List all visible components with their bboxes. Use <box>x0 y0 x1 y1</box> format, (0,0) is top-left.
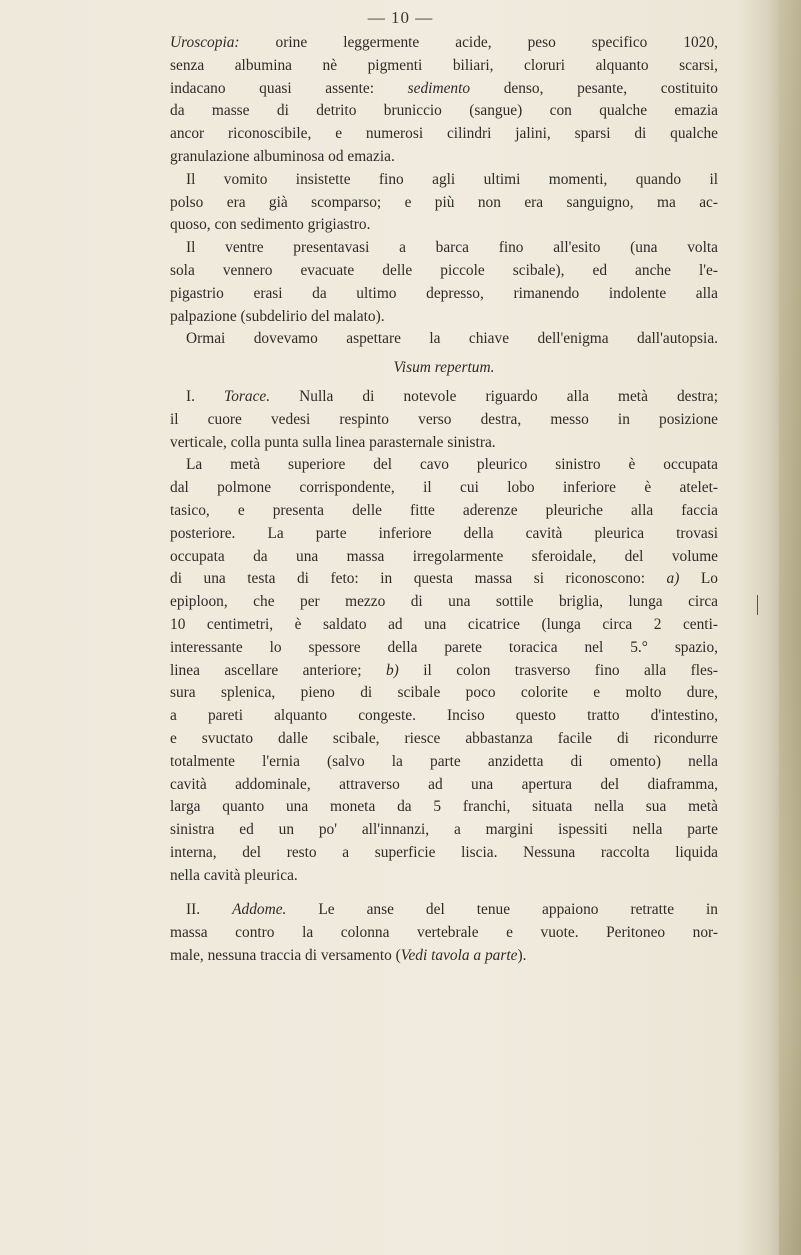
text-span: posteriore. La parte inferiore della cavità pleurica trovasi <box>170 524 718 542</box>
text-line <box>170 945 718 968</box>
text-span: Le anse del tenue appaiono retratte in <box>286 901 718 919</box>
italic-text: b) <box>385 661 399 679</box>
text-line <box>170 568 718 591</box>
text-span: a pareti alquanto congeste. Inciso questo tratto d'intestino, <box>170 707 718 725</box>
paragraph-gap <box>170 887 718 899</box>
text-span: linea ascellare anteriore; <box>170 661 386 679</box>
text-span: orine leggermente acide, peso specifico 1020, <box>239 34 718 51</box>
text-span: Il ventre presentavasi a barca fino all'esito (una volta <box>186 239 718 257</box>
text-span: tasico, e presenta delle fitte aderenze pleuriche alla faccia <box>170 501 718 519</box>
text-line <box>170 728 718 751</box>
text-span: da masse di detrito bruniccio (sangue) con qualche emazia <box>170 102 718 120</box>
text-span: interessante lo spessore della parete toracica nel 5.° spazio, <box>170 638 718 656</box>
text-span: sinistra ed un po' all'innanzi, a margini ispessiti nella parte <box>170 821 718 839</box>
text-line <box>170 922 718 945</box>
text-line <box>170 237 718 260</box>
text-line <box>170 432 718 455</box>
text-line <box>170 865 718 888</box>
italic-text: Torace. <box>224 387 271 405</box>
text-line <box>170 100 718 123</box>
text-span: II. <box>186 901 233 919</box>
text-line <box>170 328 718 351</box>
text-span: nella cavità pleurica. <box>170 866 298 884</box>
text-line <box>170 123 718 146</box>
text-span: il cuore vedesi respinto verso destra, messo in posizione <box>170 410 718 428</box>
text-line <box>170 214 718 237</box>
text-line <box>170 454 718 477</box>
text-span: occupata da una massa irregolarmente sferoidale, del volume <box>170 547 718 565</box>
italic-text: Visum repertum. <box>393 359 495 377</box>
text-line <box>170 819 718 842</box>
page-number: — 10 — <box>367 8 434 27</box>
text-span: il colon trasverso fino alla fles- <box>398 661 718 679</box>
text-line <box>170 386 718 409</box>
text-line <box>170 899 718 922</box>
text-span: Il vomito insistette fino agli ultimi momenti, quando il <box>186 170 718 188</box>
text-span: sola vennero evacuate delle piccole scibale), ed anche l'e- <box>170 261 718 279</box>
text-line <box>170 169 718 192</box>
text-span: epiploon, che per mezzo di una sottile briglia, lunga circa <box>170 593 718 611</box>
text-span: verticale, colla punta sulla linea parasternale sinistra. <box>170 433 496 451</box>
text-line <box>170 409 718 432</box>
text-line <box>170 842 718 865</box>
text-span: ancor riconoscibile, e numerosi cilindri jalini, sparsi di qualche <box>170 125 718 143</box>
text-line <box>170 614 718 637</box>
text-line <box>170 546 718 569</box>
text-span: granulazione albuminosa od emazia. <box>170 147 395 165</box>
text-span: male, nessuna traccia di versamento ( <box>170 947 401 965</box>
italic-text: Vedi tavola a parte <box>400 947 518 965</box>
text-line <box>170 751 718 774</box>
text-span: cavità addominale, attraverso ad una apertura del diaframma, <box>170 775 718 793</box>
text-span: totalmente l'ernia (salvo la parte anzidetta di omento) nella <box>170 752 718 770</box>
text-span: larga quanto una moneta da 5 franchi, situata nella sua metà <box>170 798 718 816</box>
text-span: e svuctato dalle scibale, riesce abbastanza facile di ricondurre <box>170 729 718 747</box>
text-line <box>170 306 718 329</box>
text-span: massa contro la colonna vertebrale e vuote. Peritoneo nor- <box>170 924 718 942</box>
margin-mark <box>757 595 758 615</box>
text-span: dal polmone corrispondente, il cui lobo inferiore è atelet- <box>170 479 718 497</box>
body-text <box>170 32 718 968</box>
text-span: palpazione (subdelirio del malato). <box>170 307 385 325</box>
text-line <box>170 774 718 797</box>
text-span: senza albumina nè pigmenti biliari, cloruri alquanto scarsi, <box>170 56 718 74</box>
text-line <box>170 283 718 306</box>
italic-text: Uroscopia: <box>170 34 240 51</box>
text-line <box>170 660 718 683</box>
text-line <box>170 55 718 78</box>
text-span: polso era già scomparso; e più non era sanguigno, ma ac- <box>170 193 718 211</box>
text-span: sura splenica, pieno di scibale poco colorite e molto dure, <box>170 684 718 702</box>
text-line <box>170 523 718 546</box>
text-span: La metà superiore del cavo pleurico sinistro è occupata <box>186 456 718 474</box>
text-line <box>170 260 718 283</box>
text-line <box>170 78 718 101</box>
text-span: 10 centimetri, è saldato ad una cicatrice (lunga circa 2 centi- <box>170 615 718 633</box>
italic-text: a) <box>666 570 680 588</box>
italic-text: Addome. <box>232 901 287 919</box>
text-span: ). <box>517 947 527 965</box>
page-edge-shadow <box>779 0 801 1255</box>
text-line <box>170 796 718 819</box>
text-line <box>170 682 718 705</box>
text-span: indacano quasi assente: <box>170 79 408 97</box>
text-span: Lo <box>679 570 719 588</box>
text-span: quoso, con sedimento grigiastro. <box>170 216 371 234</box>
text-line <box>170 705 718 728</box>
text-line <box>170 146 718 169</box>
italic-text: sedimento <box>407 79 471 97</box>
text-span: interna, del resto a superficie liscia. Nessuna raccolta liquida <box>170 843 718 861</box>
text-span: denso, pesante, costituito <box>470 79 718 97</box>
section-heading <box>170 357 718 380</box>
text-line <box>170 477 718 500</box>
text-span: di una testa di feto: in questa massa si riconoscono: <box>170 570 667 588</box>
text-line <box>170 192 718 215</box>
text-span: Ormai dovevamo aspettare la chiave dell'enigma dall'autopsia. <box>186 330 718 348</box>
text-line <box>170 591 718 614</box>
text-line <box>170 637 718 660</box>
text-line <box>170 500 718 523</box>
text-span: pigastrio erasi da ultimo depresso, rimanendo indolente alla <box>170 284 718 302</box>
text-span: Nulla di notevole riguardo alla metà destra; <box>270 387 718 405</box>
text-line <box>170 32 718 55</box>
text-span: I. <box>186 387 225 405</box>
